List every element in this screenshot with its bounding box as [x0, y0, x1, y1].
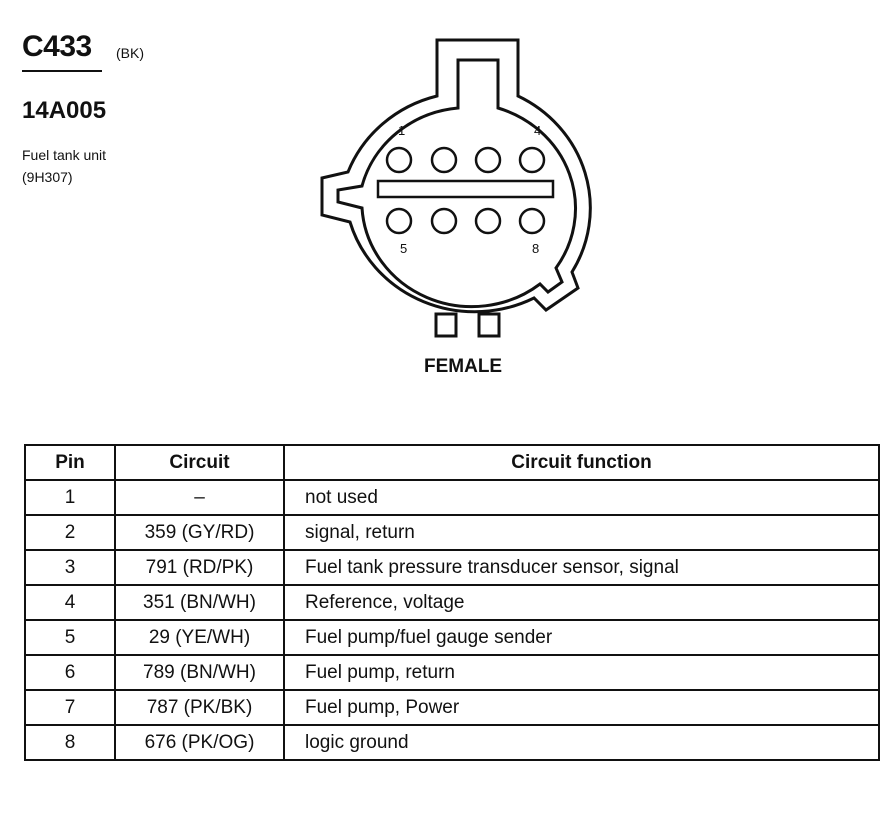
pin-hole-2	[432, 148, 456, 172]
cell-pin: 3	[25, 550, 115, 585]
cell-circuit: 789 (BN/WH)	[115, 655, 284, 690]
cell-pin: 6	[25, 655, 115, 690]
pin-hole-8	[520, 209, 544, 233]
table-row	[25, 655, 879, 690]
pin-label-4: 4	[534, 123, 542, 138]
cell-pin: 5	[25, 620, 115, 655]
cell-function: Reference, voltage	[284, 585, 879, 620]
pin-table	[24, 444, 880, 761]
cell-circuit: –	[115, 480, 284, 515]
connector-tab-right	[479, 314, 499, 336]
header-pin: Pin	[25, 445, 115, 480]
header-circuit-function: Circuit function	[284, 445, 879, 480]
pin-hole-4	[520, 148, 544, 172]
table-row	[25, 515, 879, 550]
cell-circuit: 351 (BN/WH)	[115, 585, 284, 620]
component-code: (9H307)	[22, 169, 73, 185]
pin-hole-7	[476, 209, 500, 233]
part-number: 14A005	[22, 97, 107, 124]
cell-circuit: 791 (RD/PK)	[115, 550, 284, 585]
connector-outer-outline	[322, 40, 590, 312]
cell-function: Fuel pump, Power	[284, 690, 879, 725]
pin-label-5: 5	[400, 241, 408, 256]
table-row	[25, 620, 879, 655]
cell-function: not used	[284, 480, 879, 515]
header-circuit: Circuit	[115, 445, 284, 480]
table-header-row	[25, 445, 879, 480]
cell-circuit: 787 (PK/BK)	[115, 690, 284, 725]
cell-pin: 1	[25, 480, 115, 515]
cell-circuit: 359 (GY/RD)	[115, 515, 284, 550]
cell-pin: 2	[25, 515, 115, 550]
cell-function: signal, return	[284, 515, 879, 550]
table-row	[25, 585, 879, 620]
pin-label-8: 8	[532, 241, 540, 256]
cell-circuit: 29 (YE/WH)	[115, 620, 284, 655]
connector-key-bar	[378, 181, 553, 197]
connector-color: (BK)	[116, 45, 144, 61]
pin-hole-6	[432, 209, 456, 233]
cell-pin: 8	[25, 725, 115, 760]
cell-function: Fuel pump, return	[284, 655, 879, 690]
cell-circuit: 676 (PK/OG)	[115, 725, 284, 760]
pin-hole-5	[387, 209, 411, 233]
connector-inner-outline	[338, 60, 576, 307]
table-row	[25, 480, 879, 515]
table-row	[25, 550, 879, 585]
component-name: Fuel tank unit	[22, 147, 107, 163]
cell-pin: 4	[25, 585, 115, 620]
pin-hole-3	[476, 148, 500, 172]
cell-function: logic ground	[284, 725, 879, 760]
cell-pin: 7	[25, 690, 115, 725]
cell-function: Fuel tank pressure transducer sensor, signal	[284, 550, 879, 585]
pin-label-1: 1	[398, 123, 406, 138]
connector-id: C433	[22, 30, 92, 63]
table-row	[25, 725, 879, 760]
connector-gender-label: FEMALE	[424, 356, 503, 377]
pin-hole-1	[387, 148, 411, 172]
cell-function: Fuel pump/fuel gauge sender	[284, 620, 879, 655]
connector-tab-left	[436, 314, 456, 336]
table-row	[25, 690, 879, 725]
